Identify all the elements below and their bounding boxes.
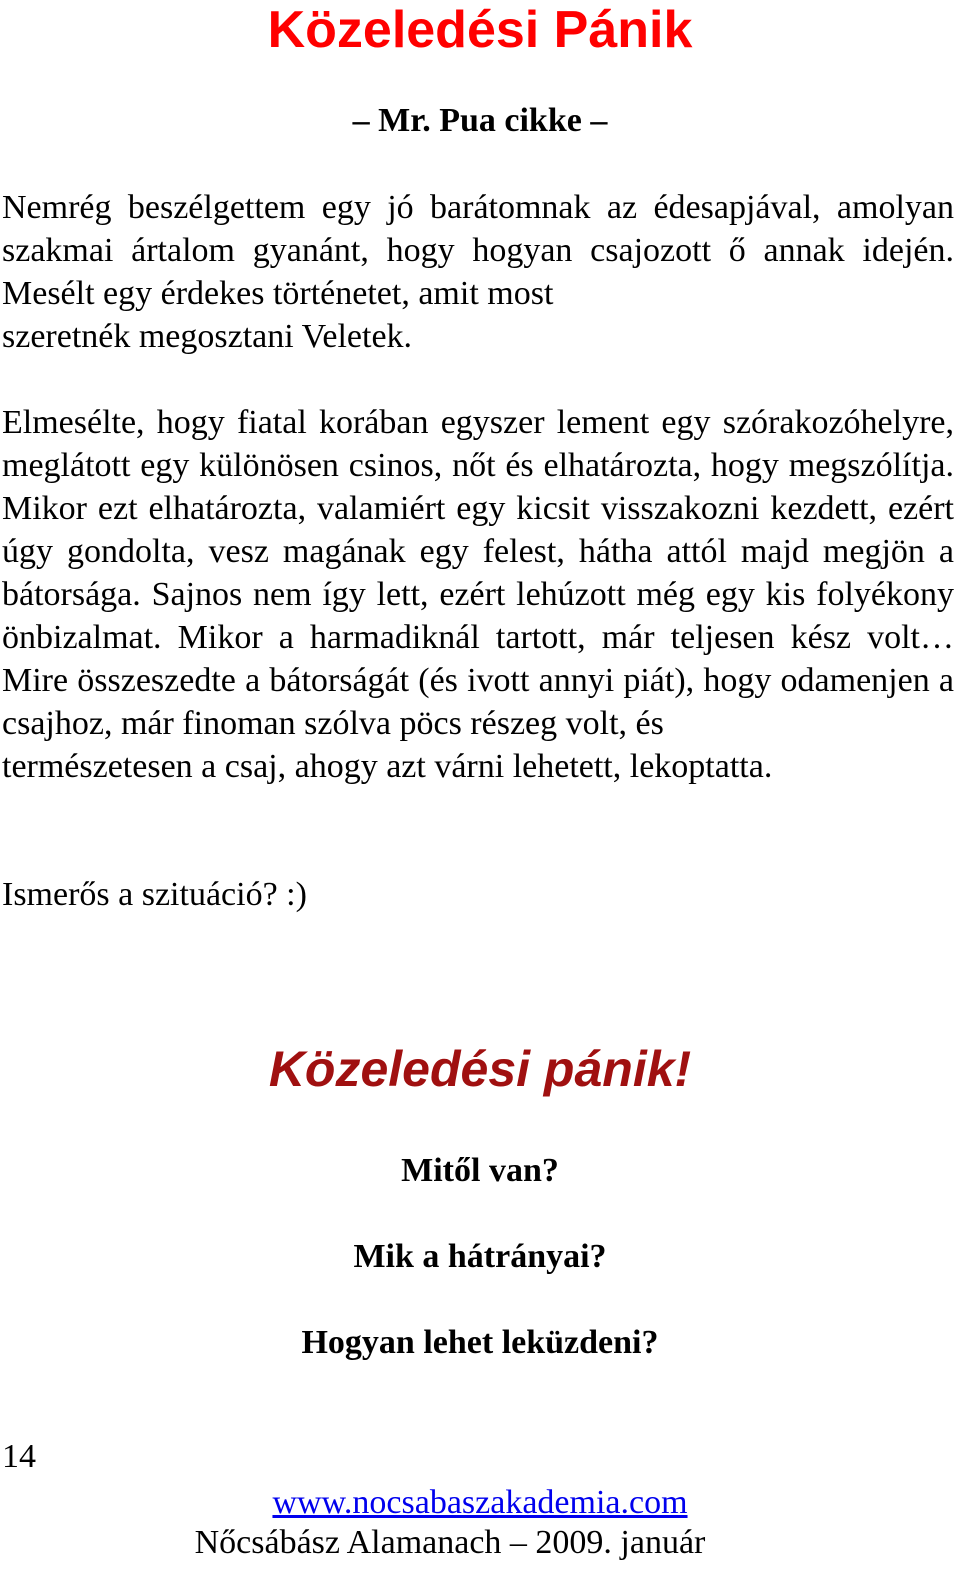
paragraph-question xyxy=(2,873,954,916)
paragraph-question-line: Ismerős a szituáció? :) xyxy=(2,876,307,913)
paragraph-story-last-line: természetesen a csaj, ahogy azt várni lehetett, lekoptatta. xyxy=(2,748,773,785)
paragraph-intro-last-line: szeretnék megosztani Veletek. xyxy=(2,318,413,355)
page-title: Közeledési Pánik xyxy=(267,1,693,59)
question-disadvantages: Mik a hátrányai? xyxy=(353,1238,607,1275)
website-link[interactable]: www.nocsabaszakademia.com xyxy=(272,1484,688,1521)
publication-footer: Nőcsábász Alamanach – 2009. január xyxy=(194,1524,706,1561)
question-overcome: Hogyan lehet leküzdeni? xyxy=(301,1324,659,1361)
author-byline: – Mr. Pua cikke – xyxy=(352,102,608,139)
paragraph-story-body: Elmesélte, hogy fiatal korában egyszer lement egy szórakozóhelyre, meglátott egy különösen csinos, nőt és elhatározta, hogy megszólítja. Mikor ezt elhatározta, valamiért egy kicsit visszakozni kezdett, ezért úgy gondolta, vesz magának egy felest, hátha attól majd megjön a bátorsága. Sajnos nem így lett, ezért lehúzott még egy kis folyékony önbizalmat. Mikor a harmadiknál tartott, már teljesen kész volt… Mire összeszedte a bátorságát (és ivott annyi piát), hogy odamenjen a csajhoz, már finoman szólva pöcs részeg volt, és xyxy=(2,404,954,742)
paragraph-story xyxy=(2,401,954,788)
paragraph-intro-body: Nemrég beszélgettem egy jó barátomnak az édesapjával, amolyan szakmai ártalom gyanánt, hogy hogyan csajozott ő annak idején. Mesélt egy érdekes történetet, amit most xyxy=(2,189,954,312)
section-subtitle: Közeledési pánik! xyxy=(268,1041,692,1097)
page-number: 14 xyxy=(2,1438,36,1475)
question-cause: Mitől van? xyxy=(401,1152,559,1189)
paragraph-intro xyxy=(2,186,954,358)
